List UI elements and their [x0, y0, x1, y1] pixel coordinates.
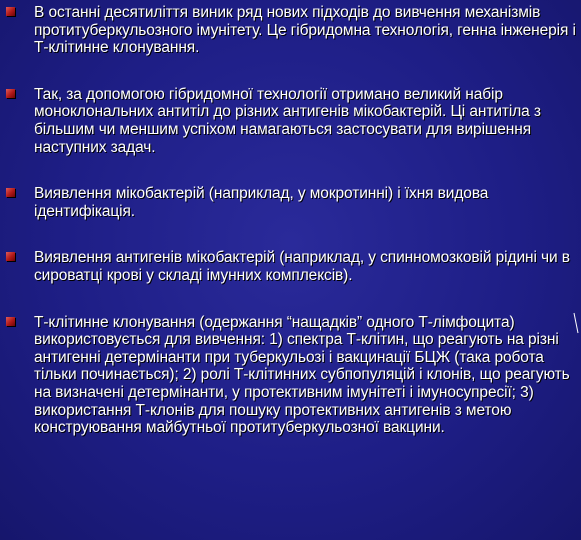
bullet-text: Виявлення мікобактерій (наприклад, у мокротинні) і їхня видова ідентифікація. [34, 185, 489, 220]
square-bullet-icon [6, 317, 15, 326]
bullet-spacer [0, 285, 581, 314]
bullet-item [0, 86, 581, 156]
bullet-text: Т-клітинне клонування (одержання “нащадків” одного Т-лімфоцита) використовується для вивчення: 1) спектра Т-клітин, що реагують на різні антигенні детермінанти при туберкульозі і вакцинації БЦЖ (така робота тільки починається); 2) ролі Т-клітинних субпопуляцій і клонів, що реагують на визначені детермінанти, у протективним імунітеті і імуносупресії; 3) використання Т-клонів для пошуку протективних антигенів з метою конструювання майбутньої протитуберкульозної вакцини. [34, 313, 570, 437]
square-bullet-icon [6, 252, 15, 261]
bullet-list [0, 4, 581, 437]
bullet-text: В останні десятиліття виник ряд нових підходів до вивчення механізмів протитуберкульозного імунітету. Це гібридомна технологія, генна інженерія і Т-клітинне клонування. [34, 4, 576, 57]
bullet-item [0, 4, 581, 57]
bullet-spacer [0, 220, 581, 249]
bullet-item [0, 249, 581, 284]
cursor-mark-icon [573, 312, 579, 334]
bullet-text: Так, за допомогою гібридомної технології отримано великий набір моноклональних антитіл до різних антигенів мікобактерій. Ці антитіла з більшим чи меншим успіхом намагаються застосувати для вирішення наступних задач. [34, 85, 541, 156]
square-bullet-icon [6, 89, 15, 98]
bullet-spacer [0, 156, 581, 185]
bullet-text: Виявлення антигенів мікобактерій (наприклад, у спинномозковій рідині чи в сироватці крові у складі імунних комплексів). [34, 249, 570, 284]
bullet-item [0, 314, 581, 437]
bullet-item [0, 185, 581, 220]
square-bullet-icon [6, 7, 15, 16]
square-bullet-icon [6, 188, 15, 197]
bullet-spacer [0, 57, 581, 86]
